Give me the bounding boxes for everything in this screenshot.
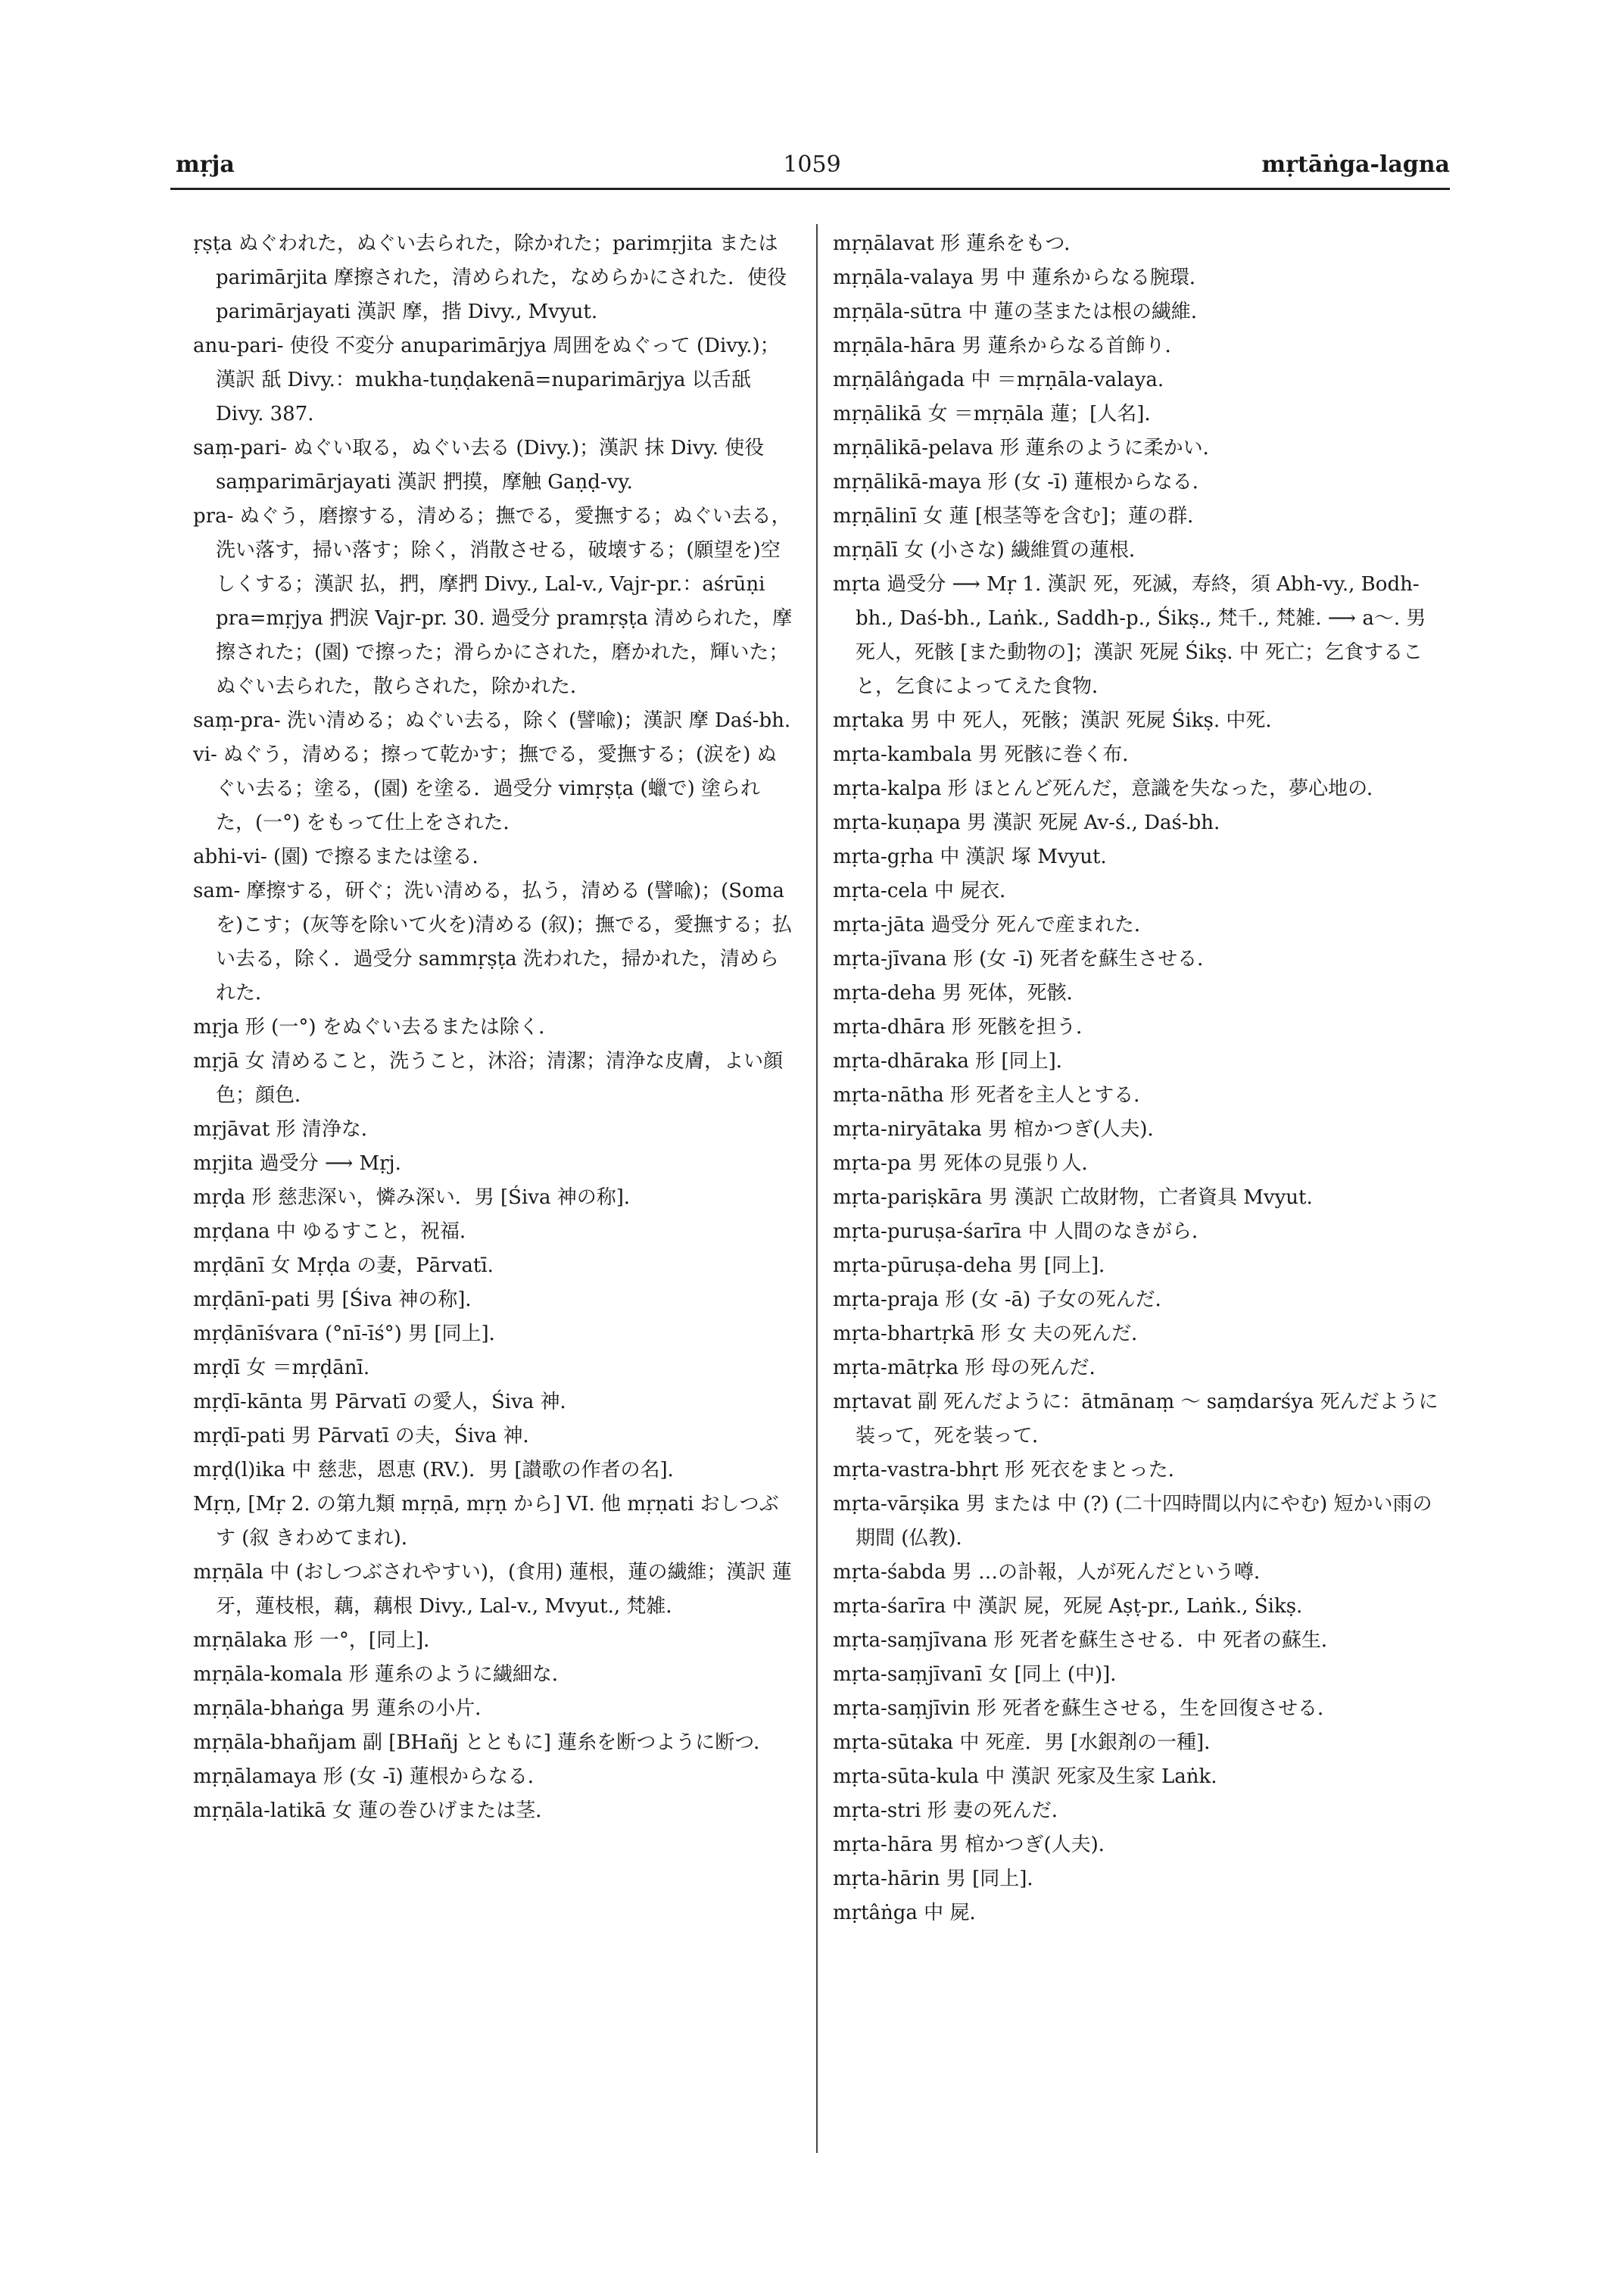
dictionary-entry: mṛṇāla 中 (おしつぶされやすい)，(食用) 蓮根，蓮の繊維；漢訳 蓮牙，蓮枝根，藕，藕根 Divy., Lal-v., Mvyut., 梵雑． <box>193 1561 792 1618</box>
dictionary-entry: mṛta-saṃjīvanī 女 [同上 (中)]． <box>833 1663 1130 1686</box>
dictionary-entry: mṛṇāla-latikā 女 蓮の巻ひげまたは茎． <box>193 1799 556 1822</box>
dictionary-entry: mṛḍānī-pati 男 [Śiva 神の称]． <box>193 1288 485 1311</box>
dictionary-entry: mṛta-hāra 男 棺かつぎ(人夫)． <box>833 1833 1118 1856</box>
dictionary-entry: mṛta-śarīra 中 漢訳 屍，死屍 Aṣṭ-pr., Laṅk., Śikṣ. <box>833 1595 1303 1618</box>
dictionary-entry: mṛṇāla-bhañjam 副 [BHañj とともに] 蓮糸を断つように断つ． <box>193 1731 774 1754</box>
dictionary-entry: mṛta-kalpa 形 ほとんど死んだ，意識を失なった，夢心地の． <box>833 777 1387 800</box>
dictionary-entry: mṛṇāla-sūtra 中 蓮の茎または根の繊維． <box>833 301 1211 323</box>
dictionary-entry: mṛṇāla-hāra 男 蓮糸からなる首飾り． <box>833 335 1185 357</box>
dictionary-entry: mṛṇālamaya 形 (女 -ī) 蓮根からなる． <box>193 1765 547 1788</box>
dictionary-entry: sam- 摩擦する，研ぐ；洗い清める，払う，清める (譬喩)；(Soma を)こす；(灰等を除いて火を)清める (叙)；撫でる，愛撫する；払い去る，除く．過受分 sammṛṣṭa 洗われた，掃かれた，清められた． <box>193 880 792 1005</box>
dictionary-entry: mṛta-niryātaka 男 棺かつぎ(人夫)． <box>833 1118 1167 1141</box>
dictionary-entry: mṛta-stri 形 妻の死んだ． <box>833 1799 1071 1822</box>
dictionary-entry: mṛṇālikā 女 ＝mṛṇāla 蓮；[人名]． <box>833 403 1164 425</box>
dictionary-entry: mṛḍānīśvara (°nī-īś°) 男 [同上]． <box>193 1323 509 1345</box>
dictionary-entry: mṛta 過受分 ⟶ Mṛ 1. 漢訳 死，死滅，寿終，須 Abh-vy., Bodh-bh., Daś-bh., Laṅk., Saddh-p., Śikṣ., 梵千., 梵雑. ⟶ a～. 男 死人，死骸 [また動物の]；漢訳 死屍 Śikṣ. 中 死亡；乞食すること，乞食によってえた食物． <box>833 573 1426 698</box>
dictionary-entry: Mṛṇ, [Mṛ 2. の第九類 mṛṇā, mṛṇ から] VI. 他 mṛṇati おしつぶす (叙 きわめてまれ)． <box>193 1493 779 1550</box>
dictionary-entry: mṛta-mātṛka 形 母の死んだ． <box>833 1357 1109 1379</box>
dictionary-entry: mṛḍī 女 ＝mṛḍānī. <box>193 1357 370 1379</box>
dictionary-entry: mṛta-sūtaka 中 死産．男 [水銀剤の一種]． <box>833 1731 1224 1754</box>
dictionary-entry: saṃ-pra- 洗い清める；ぬぐい去る，除く (譬喩)；漢訳 摩 Daś-bh. <box>193 709 791 732</box>
dictionary-entry: mṛta-dhāra 形 死骸を担う． <box>833 1016 1096 1039</box>
dictionary-entry: mṛtavat 副 死んだように：ātmānaṃ ～ saṃdarśya 死んだように装って，死を装って． <box>833 1391 1439 1447</box>
dictionary-entry: mṛtaka 男 中 死人，死骸；漢訳 死屍 Śikṣ. 中死． <box>833 709 1286 732</box>
dictionary-entry: mṛta-gṛha 中 漢訳 塚 Mvyut. <box>833 846 1107 868</box>
dictionary-entry: mṛṇālī 女 (小さな) 繊維質の蓮根． <box>833 539 1149 562</box>
dictionary-entry: mṛta-jāta 過受分 死んで産まれた． <box>833 914 1154 936</box>
dictionary-entry: mṛṇālaka 形 一°，[同上]． <box>193 1629 444 1652</box>
dictionary-entry: mṛḍ(l)ika 中 慈悲，恩恵 (RV.)．男 [讃歌の作者の名]． <box>193 1459 687 1481</box>
dictionary-entry: mṛta-jīvana 形 (女 -ī) 死者を蘇生させる． <box>833 948 1217 970</box>
dictionary-entry: mṛjita 過受分 ⟶ Mṛj. <box>193 1152 401 1175</box>
header-rule <box>170 188 1450 190</box>
dictionary-entry: mṛṇālâṅgada 中 ＝mṛṇāla-valaya. <box>833 369 1164 391</box>
dictionary-entry: vi- ぬぐう，清める；擦って乾かす；撫でる，愛撫する；(涙を) ぬぐい去る；塗る，(園) を塗る．過受分 vimṛṣṭa (蠟で) 塗られた，(一°) をもって仕上をされた． <box>193 743 777 834</box>
column-divider <box>816 224 818 2153</box>
dictionary-entry: mṛṇāla-komala 形 蓮糸のように繊細な． <box>193 1663 572 1686</box>
dictionary-entry: mṛta-pūruṣa-deha 男 [同上]． <box>833 1254 1119 1277</box>
running-head-left: mṛja <box>176 151 235 178</box>
dictionary-entry: mṛta-nātha 形 死者を主人とする． <box>833 1084 1154 1107</box>
dictionary-entry: mṛta-vastra-bhṛt 形 死衣をまとった． <box>833 1459 1188 1481</box>
dictionary-entry: anu-pari- 使役 不変分 anuparimārjya 周囲をぬぐって (Divy.)；漢訳 舐 Divy.：mukha-tuṇḍakenā=nuparimārjya 以舌舐 Divy. 387. <box>193 335 780 425</box>
page-number: 1059 <box>783 151 841 178</box>
dictionary-entry: mṛṇālinī 女 蓮 [根茎等を含む]；蓮の群． <box>833 505 1208 528</box>
dictionary-entry: saṃ-pari- ぬぐい取る，ぬぐい去る (Divy.)；漢訳 抹 Divy. 使役 saṃparimārjayati 漢訳 捫摸，摩触 Gaṇḍ-vy. <box>193 437 765 494</box>
dictionary-entry: mṛta-kuṇapa 男 漢訳 死屍 Av-ś., Daś-bh. <box>833 812 1220 834</box>
dictionary-entry: mṛta-bhartṛkā 形 女 夫の死んだ． <box>833 1323 1152 1345</box>
dictionary-entry: mṛta-dhāraka 形 [同上]． <box>833 1050 1076 1073</box>
dictionary-entry: mṛtâṅga 中 屍． <box>833 1902 990 1924</box>
dictionary-entry: mṛta-saṃjīvin 形 死者を蘇生させる，生を回復させる． <box>833 1697 1337 1720</box>
dictionary-entry: mṛta-sūta-kula 中 漢訳 死家及生家 Laṅk. <box>833 1765 1217 1788</box>
dictionary-entry: mṛjāvat 形 清浄な． <box>193 1118 381 1141</box>
dictionary-entry: mṛṇālavat 形 蓮糸をもつ． <box>833 232 1084 255</box>
dictionary-entry: mṛta-cela 中 屍衣． <box>833 880 1020 902</box>
dictionary-entry: mṛta-praja 形 (女 -ā) 子女の死んだ． <box>833 1288 1175 1311</box>
dictionary-entry: mṛta-hārin 男 [同上]． <box>833 1868 1047 1890</box>
dictionary-entry: mṛḍana 中 ゆるすこと，祝福． <box>193 1220 480 1243</box>
dictionary-entry: mṛja 形 (一°) をぬぐい去るまたは除く． <box>193 1016 559 1039</box>
dictionary-entry: abhi-vi- (園) で擦るまたは塗る． <box>193 846 492 868</box>
right-column <box>833 227 1442 1930</box>
dictionary-entry: mṛḍī-pati 男 Pārvatī の夫，Śiva 神． <box>193 1425 543 1447</box>
left-column <box>193 227 795 1828</box>
dictionary-entry: mṛjā 女 清めること，洗うこと，沐浴；清潔；清浄な皮膚，よい顔色；顔色． <box>193 1050 784 1107</box>
dictionary-entry: mṛta-deha 男 死体，死骸． <box>833 982 1086 1005</box>
running-head-right: mṛtāṅga-lagna <box>1261 151 1450 178</box>
dictionary-entry: mṛṇāla-valaya 男 中 蓮糸からなる腕環． <box>833 266 1209 289</box>
dictionary-entry: mṛta-saṃjīvana 形 死者を蘇生させる．中 死者の蘇生． <box>833 1629 1341 1652</box>
dictionary-entry: mṛta-kambala 男 死骸に巻く布． <box>833 743 1142 766</box>
dictionary-entry: mṛta-vārṣika 男 または 中 (?) (二十四時間以内にやむ) 短かい雨の期間 (仏教)． <box>833 1493 1432 1550</box>
dictionary-entry: mṛta-śabda 男 …の訃報，人が死んだという噂． <box>833 1561 1273 1584</box>
dictionary-entry: mṛṇālikā-pelava 形 蓮糸のように柔かい． <box>833 437 1223 460</box>
dictionary-entry: mṛta-puruṣa-śarīra 中 人間のなきがら． <box>833 1220 1212 1243</box>
dictionary-entry: mṛṇāla-bhaṅga 男 蓮糸の小片． <box>193 1697 495 1720</box>
dictionary-entry: mṛḍa 形 慈悲深い，憐み深い．男 [Śiva 神の称]． <box>193 1186 644 1209</box>
dictionary-entry: mṛta-pariṣkāra 男 漢訳 亡故財物，亡者資具 Mvyut. <box>833 1186 1313 1209</box>
dictionary-entry: mṛta-pa 男 死体の見張り人． <box>833 1152 1102 1175</box>
dictionary-entry: mṛṇālikā-maya 形 (女 -ī) 蓮根からなる． <box>833 471 1212 494</box>
dictionary-entry: mṛḍānī 女 Mṛḍa の妻，Pārvatī. <box>193 1254 494 1277</box>
dictionary-entry: ṛṣṭa ぬぐわれた，ぬぐい去られた，除かれた；parimṛjita または parimārjita 摩擦された，清められた，なめらかにされた．使役 parimārjayati 漢訳 摩，揩 Divy., Mvyut. <box>193 232 787 323</box>
dictionary-entry: pra- ぬぐう，磨擦する，清める；撫でる，愛撫する；ぬぐい去る，洗い落す，掃い落す；除く，消散させる，破壊する；(願望を)空しくする；漢訳 払，捫，摩捫 Divy., Lal-v., Vajr-pr.：aśrūṇi pra=mṛjya 捫涙 Vajr-pr. 30. 過受分 pramṛṣṭa 清められた，摩擦された；(園) で擦った；滑らかにされた，磨かれた，輝いた；ぬぐい去られた，散らされた，除かれた． <box>193 505 793 698</box>
dictionary-entry: mṛḍī-kānta 男 Pārvatī の愛人，Śiva 神． <box>193 1391 580 1413</box>
